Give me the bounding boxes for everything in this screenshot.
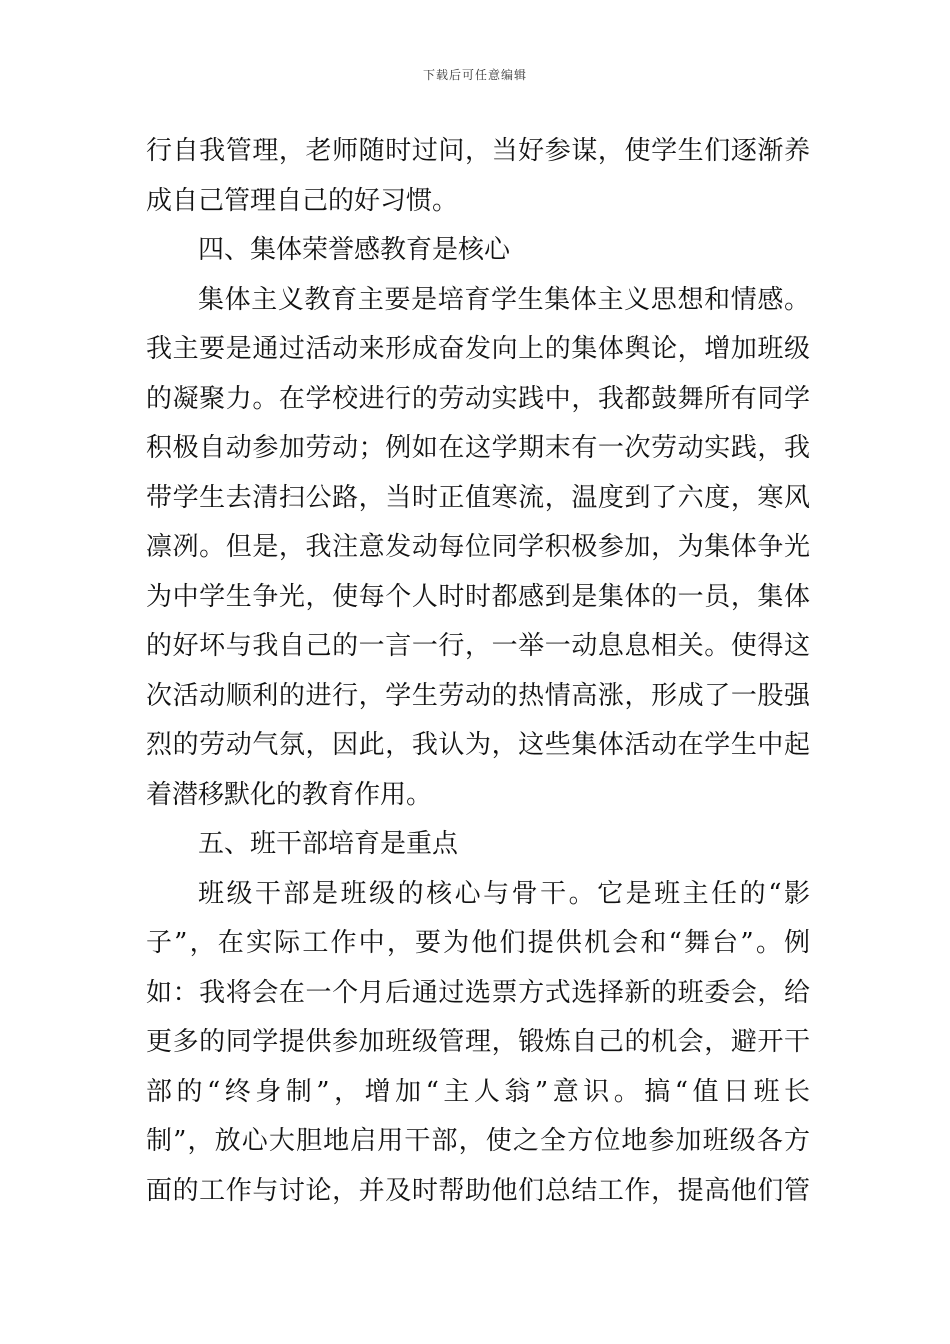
text-line: 成自己管理自己的好习惯。	[146, 185, 459, 216]
text-line: 次活动顺利的进行，学生劳动的热情高涨，形成了一股强	[146, 680, 810, 711]
text-line: 凛冽。但是，我注意发动每位同学积极参加，为集体争光	[146, 532, 810, 562]
text-line: 积极自动参加劳动；例如在这学期末有一次劳动实践，我	[146, 433, 810, 463]
text-line: 班级干部是班级的核心与骨干。它是班主任的“影	[198, 878, 810, 909]
text-line: 的凝聚力。在学校进行的劳动实践中，我都鼓舞所有同学	[146, 383, 810, 414]
text-line: 部的“终身制”，增加“主人翁”意识。搞“值日班长	[146, 1076, 810, 1107]
section-heading: 五、班干部培育是重点	[198, 829, 459, 859]
text-line: 面的工作与讨论，并及时帮助他们总结工作，提高他们管	[146, 1175, 810, 1206]
text-line: 如：我将会在一个月后通过选票方式选择新的班委会，给	[146, 977, 810, 1008]
text-line: 行自我管理，老师随时过问，当好参谋，使学生们逐渐养	[146, 136, 810, 166]
body-text	[146, 127, 810, 1216]
text-line: 为中学生争光，使每个人时时都感到是集体的一员，集体	[146, 581, 810, 612]
text-line: 带学生去清扫公路，当时正值寒流，温度到了六度，寒风	[146, 482, 810, 513]
page-header: 下载后可任意编辑	[422, 68, 527, 82]
section-heading: 四、集体荣誉感教育是核心	[198, 235, 511, 265]
text-line: 我主要是通过活动来形成奋发向上的集体舆论，增加班级	[146, 334, 810, 364]
text-line: 集体主义教育主要是培育学生集体主义思想和情感。	[198, 284, 810, 315]
text-line: 着潜移默化的教育作用。	[146, 779, 433, 810]
text-line: 烈的劳动气氛，因此，我认为，这些集体活动在学生中起	[146, 730, 810, 760]
text-line: 更多的同学提供参加班级管理，锻炼自己的机会，避开干	[146, 1027, 810, 1057]
text-line: 制”，放心大胆地启用干部，使之全方位地参加班级各方	[146, 1126, 810, 1156]
text-line: 子”，在实际工作中，要为他们提供机会和“舞台”。例	[146, 928, 810, 958]
text-line: 的好坏与我自己的一言一行，一举一动息息相关。使得这	[146, 631, 810, 661]
